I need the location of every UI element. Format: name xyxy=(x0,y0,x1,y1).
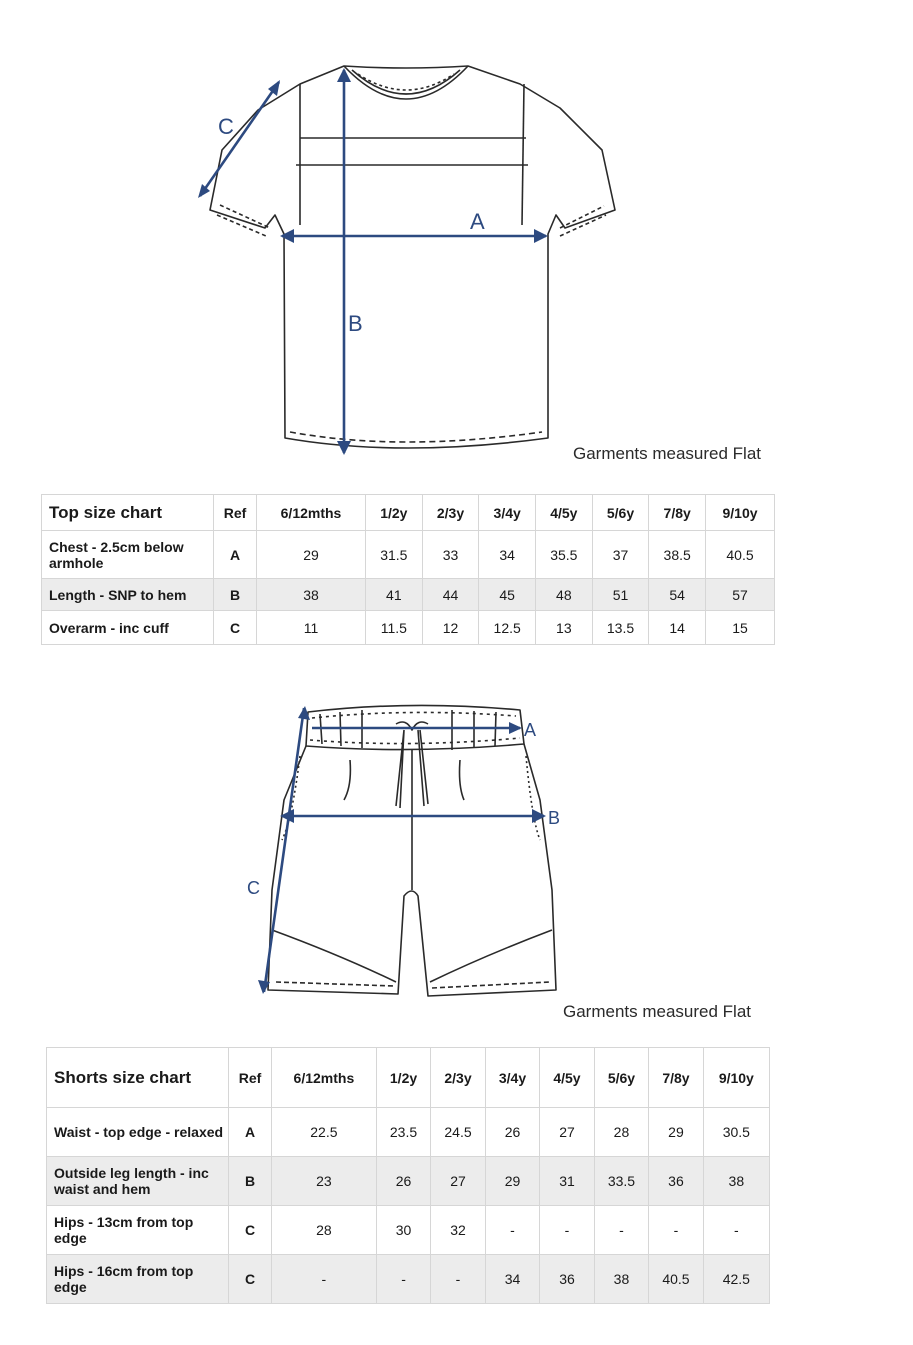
shorts-size-header: 7/8y xyxy=(649,1048,703,1108)
top-ref-header: Ref xyxy=(214,495,257,531)
cell: 30.5 xyxy=(703,1108,769,1157)
cell: 32 xyxy=(431,1206,485,1255)
cell: 11.5 xyxy=(365,611,422,645)
top-size-header: 1/2y xyxy=(365,495,422,531)
cell: 45 xyxy=(479,579,536,611)
shorts-table-header xyxy=(47,1048,770,1108)
cell: 11 xyxy=(257,611,366,645)
cell: 33 xyxy=(422,531,479,579)
row-ref: A xyxy=(214,531,257,579)
cell: - xyxy=(376,1255,430,1304)
top-row-chest xyxy=(42,531,775,579)
top-label-c: C xyxy=(218,114,234,139)
shorts-row-waist xyxy=(47,1108,770,1157)
cell: 40.5 xyxy=(706,531,775,579)
cell: 31 xyxy=(540,1157,594,1206)
top-row-overarm xyxy=(42,611,775,645)
cell: - xyxy=(594,1206,648,1255)
cell: 34 xyxy=(479,531,536,579)
cell: 36 xyxy=(540,1255,594,1304)
shorts-label-b: B xyxy=(548,808,561,828)
shorts-size-table xyxy=(46,1047,770,1304)
shorts-size-header: 9/10y xyxy=(703,1048,769,1108)
shorts-size-header: 4/5y xyxy=(540,1048,594,1108)
row-label: Outside leg length - inc waist and hem xyxy=(47,1157,229,1206)
shorts-size-header: 5/6y xyxy=(594,1048,648,1108)
top-table-header xyxy=(42,495,775,531)
row-label: Overarm - inc cuff xyxy=(42,611,214,645)
cell: 30 xyxy=(376,1206,430,1255)
measure-line-c xyxy=(264,708,304,992)
cell: 34 xyxy=(485,1255,539,1304)
cell: 38 xyxy=(594,1255,648,1304)
cell: 38 xyxy=(703,1157,769,1206)
cell: 13 xyxy=(536,611,593,645)
row-ref: C xyxy=(229,1206,272,1255)
cell: 12 xyxy=(422,611,479,645)
cell: 29 xyxy=(257,531,366,579)
cell: 41 xyxy=(365,579,422,611)
shorts-label-c: C xyxy=(247,878,260,898)
cell: 15 xyxy=(706,611,775,645)
cell: 42.5 xyxy=(703,1255,769,1304)
top-size-header: 2/3y xyxy=(422,495,479,531)
cell: 51 xyxy=(592,579,649,611)
shorts-row-hips-13 xyxy=(47,1206,770,1255)
top-caption: Garments measured Flat xyxy=(573,444,762,463)
cell: 40.5 xyxy=(649,1255,703,1304)
cell: 27 xyxy=(540,1108,594,1157)
cell: 27 xyxy=(431,1157,485,1206)
row-ref: B xyxy=(214,579,257,611)
cell: 28 xyxy=(272,1206,377,1255)
cell: 54 xyxy=(649,579,706,611)
top-size-header: 4/5y xyxy=(536,495,593,531)
shorts-table-title: Shorts size chart xyxy=(47,1048,229,1108)
shorts-size-header: 1/2y xyxy=(376,1048,430,1108)
row-ref: C xyxy=(214,611,257,645)
cell: 26 xyxy=(485,1108,539,1157)
cell: 29 xyxy=(485,1157,539,1206)
cell: 36 xyxy=(649,1157,703,1206)
top-label-a: A xyxy=(470,209,485,234)
cell: 38.5 xyxy=(649,531,706,579)
shorts-label-a: A xyxy=(524,720,537,740)
cell: 12.5 xyxy=(479,611,536,645)
cell: 35.5 xyxy=(536,531,593,579)
top-size-header: 7/8y xyxy=(649,495,706,531)
cell: 24.5 xyxy=(431,1108,485,1157)
row-ref: B xyxy=(229,1157,272,1206)
cell: 22.5 xyxy=(272,1108,377,1157)
cell: 14 xyxy=(649,611,706,645)
row-ref: A xyxy=(229,1108,272,1157)
shorts-row-outside-leg xyxy=(47,1157,770,1206)
shorts-caption: Garments measured Flat xyxy=(563,1002,752,1021)
cell: 23 xyxy=(272,1157,377,1206)
top-table-title: Top size chart xyxy=(42,495,214,531)
row-label: Hips - 13cm from top edge xyxy=(47,1206,229,1255)
shorts-size-header: 3/4y xyxy=(485,1048,539,1108)
cell: - xyxy=(485,1206,539,1255)
top-size-header: 5/6y xyxy=(592,495,649,531)
cell: 28 xyxy=(594,1108,648,1157)
cell: - xyxy=(431,1255,485,1304)
cell: 26 xyxy=(376,1157,430,1206)
top-label-b: B xyxy=(348,311,363,336)
cell: 57 xyxy=(706,579,775,611)
cell: - xyxy=(649,1206,703,1255)
cell: - xyxy=(703,1206,769,1255)
row-label: Chest - 2.5cm below armhole xyxy=(42,531,214,579)
tshirt-outline xyxy=(210,66,615,448)
top-size-header: 6/12mths xyxy=(257,495,366,531)
top-row-length xyxy=(42,579,775,611)
row-label: Length - SNP to hem xyxy=(42,579,214,611)
shorts-size-header: 2/3y xyxy=(431,1048,485,1108)
tshirt-illustration xyxy=(0,0,913,470)
row-ref: C xyxy=(229,1255,272,1304)
cell: 44 xyxy=(422,579,479,611)
shorts-illustration xyxy=(0,690,913,1020)
cell: 37 xyxy=(592,531,649,579)
shorts-row-hips-16 xyxy=(47,1255,770,1304)
cell: 29 xyxy=(649,1108,703,1157)
shorts-size-header: 6/12mths xyxy=(272,1048,377,1108)
measure-line-c xyxy=(200,82,279,196)
cell: 38 xyxy=(257,579,366,611)
top-size-table xyxy=(41,494,775,645)
cell: - xyxy=(272,1255,377,1304)
shorts-ref-header: Ref xyxy=(229,1048,272,1108)
top-size-header: 3/4y xyxy=(479,495,536,531)
row-label: Hips - 16cm from top edge xyxy=(47,1255,229,1304)
cell: 48 xyxy=(536,579,593,611)
cell: - xyxy=(540,1206,594,1255)
cell: 23.5 xyxy=(376,1108,430,1157)
cell: 31.5 xyxy=(365,531,422,579)
row-label: Waist - top edge - relaxed xyxy=(47,1108,229,1157)
cell: 13.5 xyxy=(592,611,649,645)
top-size-header: 9/10y xyxy=(706,495,775,531)
cell: 33.5 xyxy=(594,1157,648,1206)
